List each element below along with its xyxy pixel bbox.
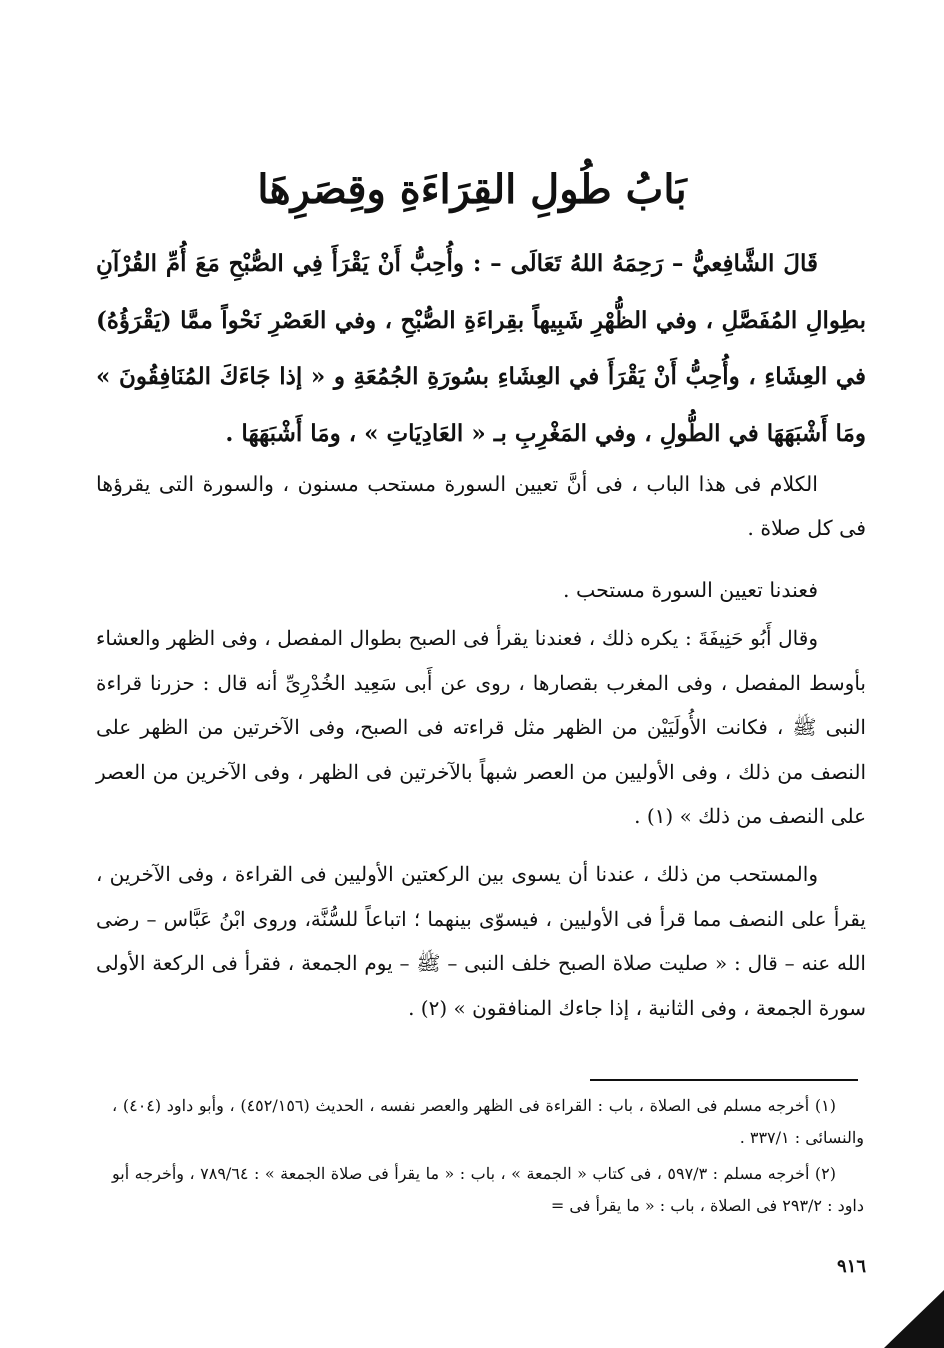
paragraph-4: والمستحب من ذلك ، عندنا أن يسوى بين الركعتين الأوليين فى القراءة ، وفى الآخرين ، يقرأ على النصف مما قرأ فى الأوليين ، فيسوّى بينهما ؛ اتباعاً للسُّنَّة، وروى ابْنُ عَبَّاس – رضى الله عنه – قال : « صليت صلاة الصبح خلف النبى – ﷺ – يوم الجمعة ، فقرأ فى الركعة الأولى سورة الجمعة ، وفى الثانية ، إذا جاءك المنافقون » (٢) . — [96, 862, 866, 1020]
paragraph-1: الكلام فى هذا الباب ، فى أنَّ تعيين السورة مستحب مسنون ، والسورة التى يقرؤها فى كل صلاة . — [96, 472, 866, 540]
page-number: ٩١٦ — [836, 1256, 866, 1277]
footnote-1: (١) أخرجه مسلم فى الصلاة ، باب : القراءة فى الظهر والعصر نفسه ، الحديث (٤٥٢/١٥٦) ، وأبو داود (٤٠٤) ، والنسائى : ٣٣٧/١ . — [112, 1096, 864, 1147]
paragraph-3: وقال أَبُو حَنِيفَةَ : يكره ذلك ، فعندنا يقرأ فى الصبح بطوال المفصل ، وفى الظهر والعشاء بأوسط المفصل ، وفى المغرب بقصارها ، روى عن أَبى سَعِيد الخُدْرِىِّ أنه قال : حزرنا قراءة النبى ﷺ ، فكانت الأُولَيَيْن من الظهر مثل قراءته فى الصبح، وفى الآخرتين من الظهر على النصف من ذلك ، وفى الأوليين من العصر شبهاً بالآخرتين فى الظهر ، وفى الآخرين من العصر على النصف من ذلك » (١) . — [96, 626, 866, 828]
shafii-quote: قَالَ الشَّافِعيُّ – رَحِمَهُ اللهُ تَعَالَى – : وأُحِبُّ أَنْ يَقْرَأَ فِي الصُّبْحِ مَعَ أُمِّ القُرْآنِ بطِوالِ المُفَصَّلِ ، وفي الظُّهْرِ شَبِيهاً بقِراءَةِ الصُّبْحِ ، وفي العَصْرِ نَحْواً ممَّا (يَقْرَؤُهُ) في العِشَاءِ ، وأُحِبُّ أَنْ يَقْرَأَ في العِشَاءِ بسُورَةِ الجُمُعَةِ و « إذا جَاءَكَ المُنَافِقُونَ » ومَا أَشْبَهَهَا في الطُّولِ ، وفي المَغْرِبِ بـ « العَادِيَاتِ » ، ومَا أَشْبَهَهَا . — [96, 250, 866, 447]
footnote-divider — [590, 1079, 858, 1081]
chapter-title: بَابُ طُولِ القِرَاءَةِ وقِصَرِهَا — [257, 166, 687, 213]
footnote-2: (٢) أخرجه مسلم : ٥٩٧/٣ ، فى كتاب « الجمعة » ، باب : « ما يقرأ فى صلاة الجمعة » : ٧٨٩/٦٤ ، وأخرجه أبو داود : ٢٩٣/٢ فى الصلاة ، باب : « ما يقرأ فى = — [112, 1164, 864, 1215]
paragraph-2: فعندنا تعيين السورة مستحب . — [562, 578, 818, 602]
scan-corner-shadow — [884, 1290, 944, 1348]
